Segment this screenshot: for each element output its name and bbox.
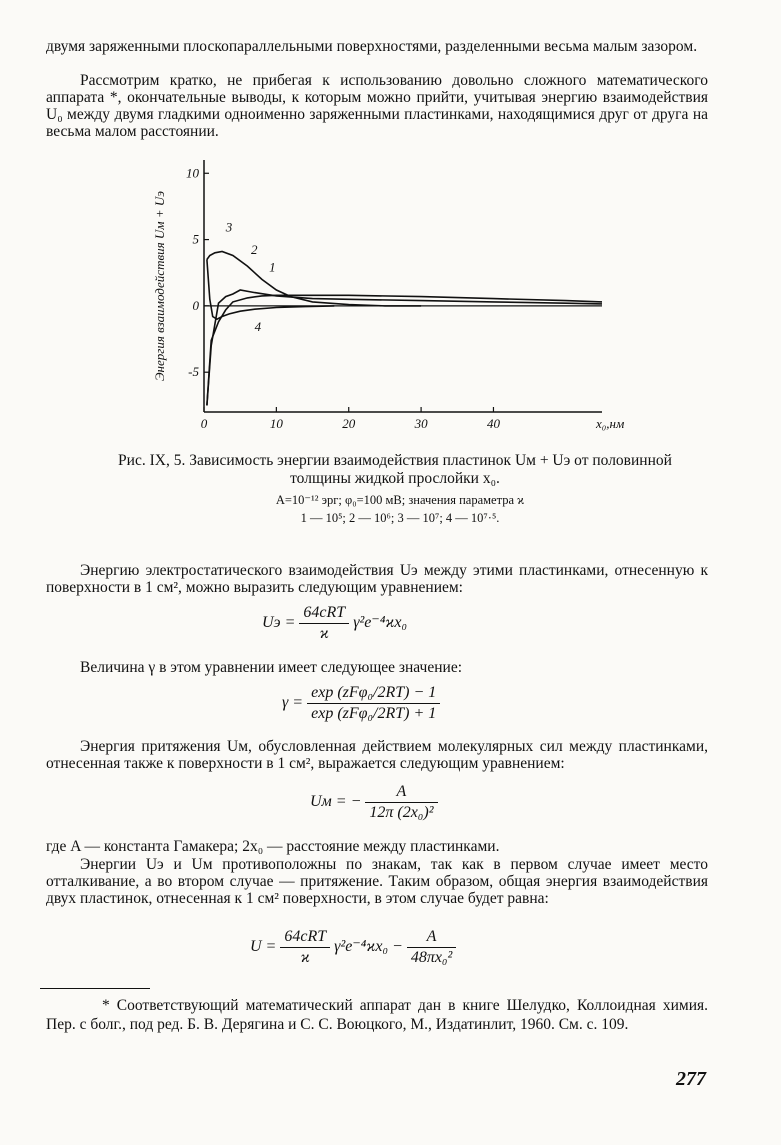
- formula4-fraction1: [280, 928, 330, 967]
- formula3-lhs: Uм = −: [310, 793, 362, 811]
- series-line-1: [207, 295, 602, 405]
- attraction-paragraph: Энергия притяжения Uм, обусловленная действием молекулярных сил между пластинками, отнесенная также к поверхности в 1 см², выражается следующим уравнением:: [46, 738, 708, 772]
- formula3-den: 12π (2x₀)²: [369, 804, 434, 821]
- series-label-1: 1: [269, 259, 276, 275]
- total-energy-paragraph: Энергии Uэ и Uм противоположны по знакам, так как в первом случае имеет место отталкивание, а во втором случае — притяжение. Таким образом, общая энергия взаимодействия двух пластинок, отнесенная к 1 см² поверхности, в этом случае будет равна:: [46, 856, 708, 907]
- chart-svg: [150, 150, 625, 440]
- page-number: 277: [676, 1068, 706, 1090]
- formula3-num: A: [365, 783, 437, 803]
- y-tick-label: 10: [186, 165, 199, 181]
- formula2-lhs: γ =: [282, 694, 304, 712]
- formula4-num2: A: [407, 928, 456, 948]
- x-tick-label: 10: [269, 416, 283, 431]
- y-tick-label: 5: [192, 231, 199, 247]
- top-paragraph-tail: двумя заряженными плоскопараллельными поверхностями, разделенными весьма малым зазором.: [46, 38, 698, 55]
- electrostatic-paragraph: Энергию электростатического взаимодействия Uэ между этими пластинками, отнесенную к поверхности в 1 см², можно выразить следующим уравнением:: [46, 562, 708, 596]
- x-axis-label: x₀,нм: [596, 416, 625, 431]
- y-axis-label: Энергия взаимодействия Uм + Uэ: [152, 191, 167, 381]
- formula4-num1: 64cRT: [280, 928, 330, 948]
- gamma-paragraph: Величина γ в этом уравнении имеет следующее значение:: [80, 659, 463, 676]
- formula1-num: 64cRT: [299, 604, 349, 624]
- intro-paragraph: Рассмотрим кратко, не прибегая к использованию довольно сложного математического аппарата *, окончательные выводы, к которым можно прийти, учитывая энергию взаимодействия U₀ между двумя гладкими одноименно заряженными пластинками, находящимися друг от друга на весьма малом расстоянии.: [46, 72, 708, 140]
- formula4-mid: γ²e⁻⁴ϰx₀ −: [334, 938, 403, 956]
- formula-total: [250, 928, 456, 967]
- formula4-den2: 48πx₀²: [410, 949, 453, 966]
- formula4-fraction2: [407, 928, 456, 967]
- formula-attraction: [310, 783, 438, 822]
- series-label-3: 3: [225, 219, 233, 235]
- footnote-rule: [40, 988, 150, 989]
- figure-caption: Рис. IX, 5. Зависимость энергии взаимодействия пластинок Uм + Uэ от половинной толщины жидкой прослойки x₀.: [118, 452, 672, 487]
- formula1-den: ϰ: [319, 625, 329, 642]
- formula-gamma: [282, 684, 440, 723]
- formula1-tail: γ²e⁻⁴ϰx₀: [353, 614, 408, 632]
- x-tick-label: 20: [342, 416, 356, 431]
- series-label-4: 4: [254, 319, 262, 335]
- formula1-lhs: Uэ =: [262, 614, 296, 632]
- y-tick-label: 0: [192, 297, 199, 313]
- formula-electrostatic: [262, 604, 407, 643]
- formula3-fraction: [365, 783, 437, 822]
- series-label-2: 2: [251, 242, 258, 258]
- series-line-2: [207, 290, 602, 405]
- hamaker-paragraph: где A — константа Гамакера; 2x₀ — расстояние между пластинками.: [46, 838, 500, 855]
- formula2-den: exp (zFφ₀/2RT) + 1: [311, 705, 437, 722]
- footnote: * Соответствующий математический аппарат дан в книге Шелудко, Коллоидная химия. Пер. с болг., под ред. Б. В. Дерягина и С. С. Воюцкого, М., Издатинлит, 1960. См. с. 109.: [46, 997, 708, 1033]
- formula1-fraction: [299, 604, 349, 643]
- formula2-num: exp (zFφ₀/2RT) − 1: [307, 684, 440, 704]
- formula4-lhs: U =: [250, 938, 277, 956]
- caption-params: A=10⁻¹² эрг; φ₀=100 мВ; значения параметра ϰ: [275, 493, 525, 507]
- formula2-fraction: [307, 684, 440, 723]
- x-tick-label: 40: [486, 416, 500, 431]
- x-tick-label: 30: [414, 416, 428, 431]
- y-tick-label: -5: [188, 364, 199, 380]
- energy-chart: [150, 150, 625, 440]
- series-line-3: [207, 252, 421, 306]
- caption-values: 1 — 10⁵; 2 — 10⁶; 3 — 10⁷; 4 — 10⁷·⁵.: [300, 511, 500, 525]
- x-tick-label: 0: [200, 416, 208, 431]
- formula4-den1: ϰ: [300, 949, 310, 966]
